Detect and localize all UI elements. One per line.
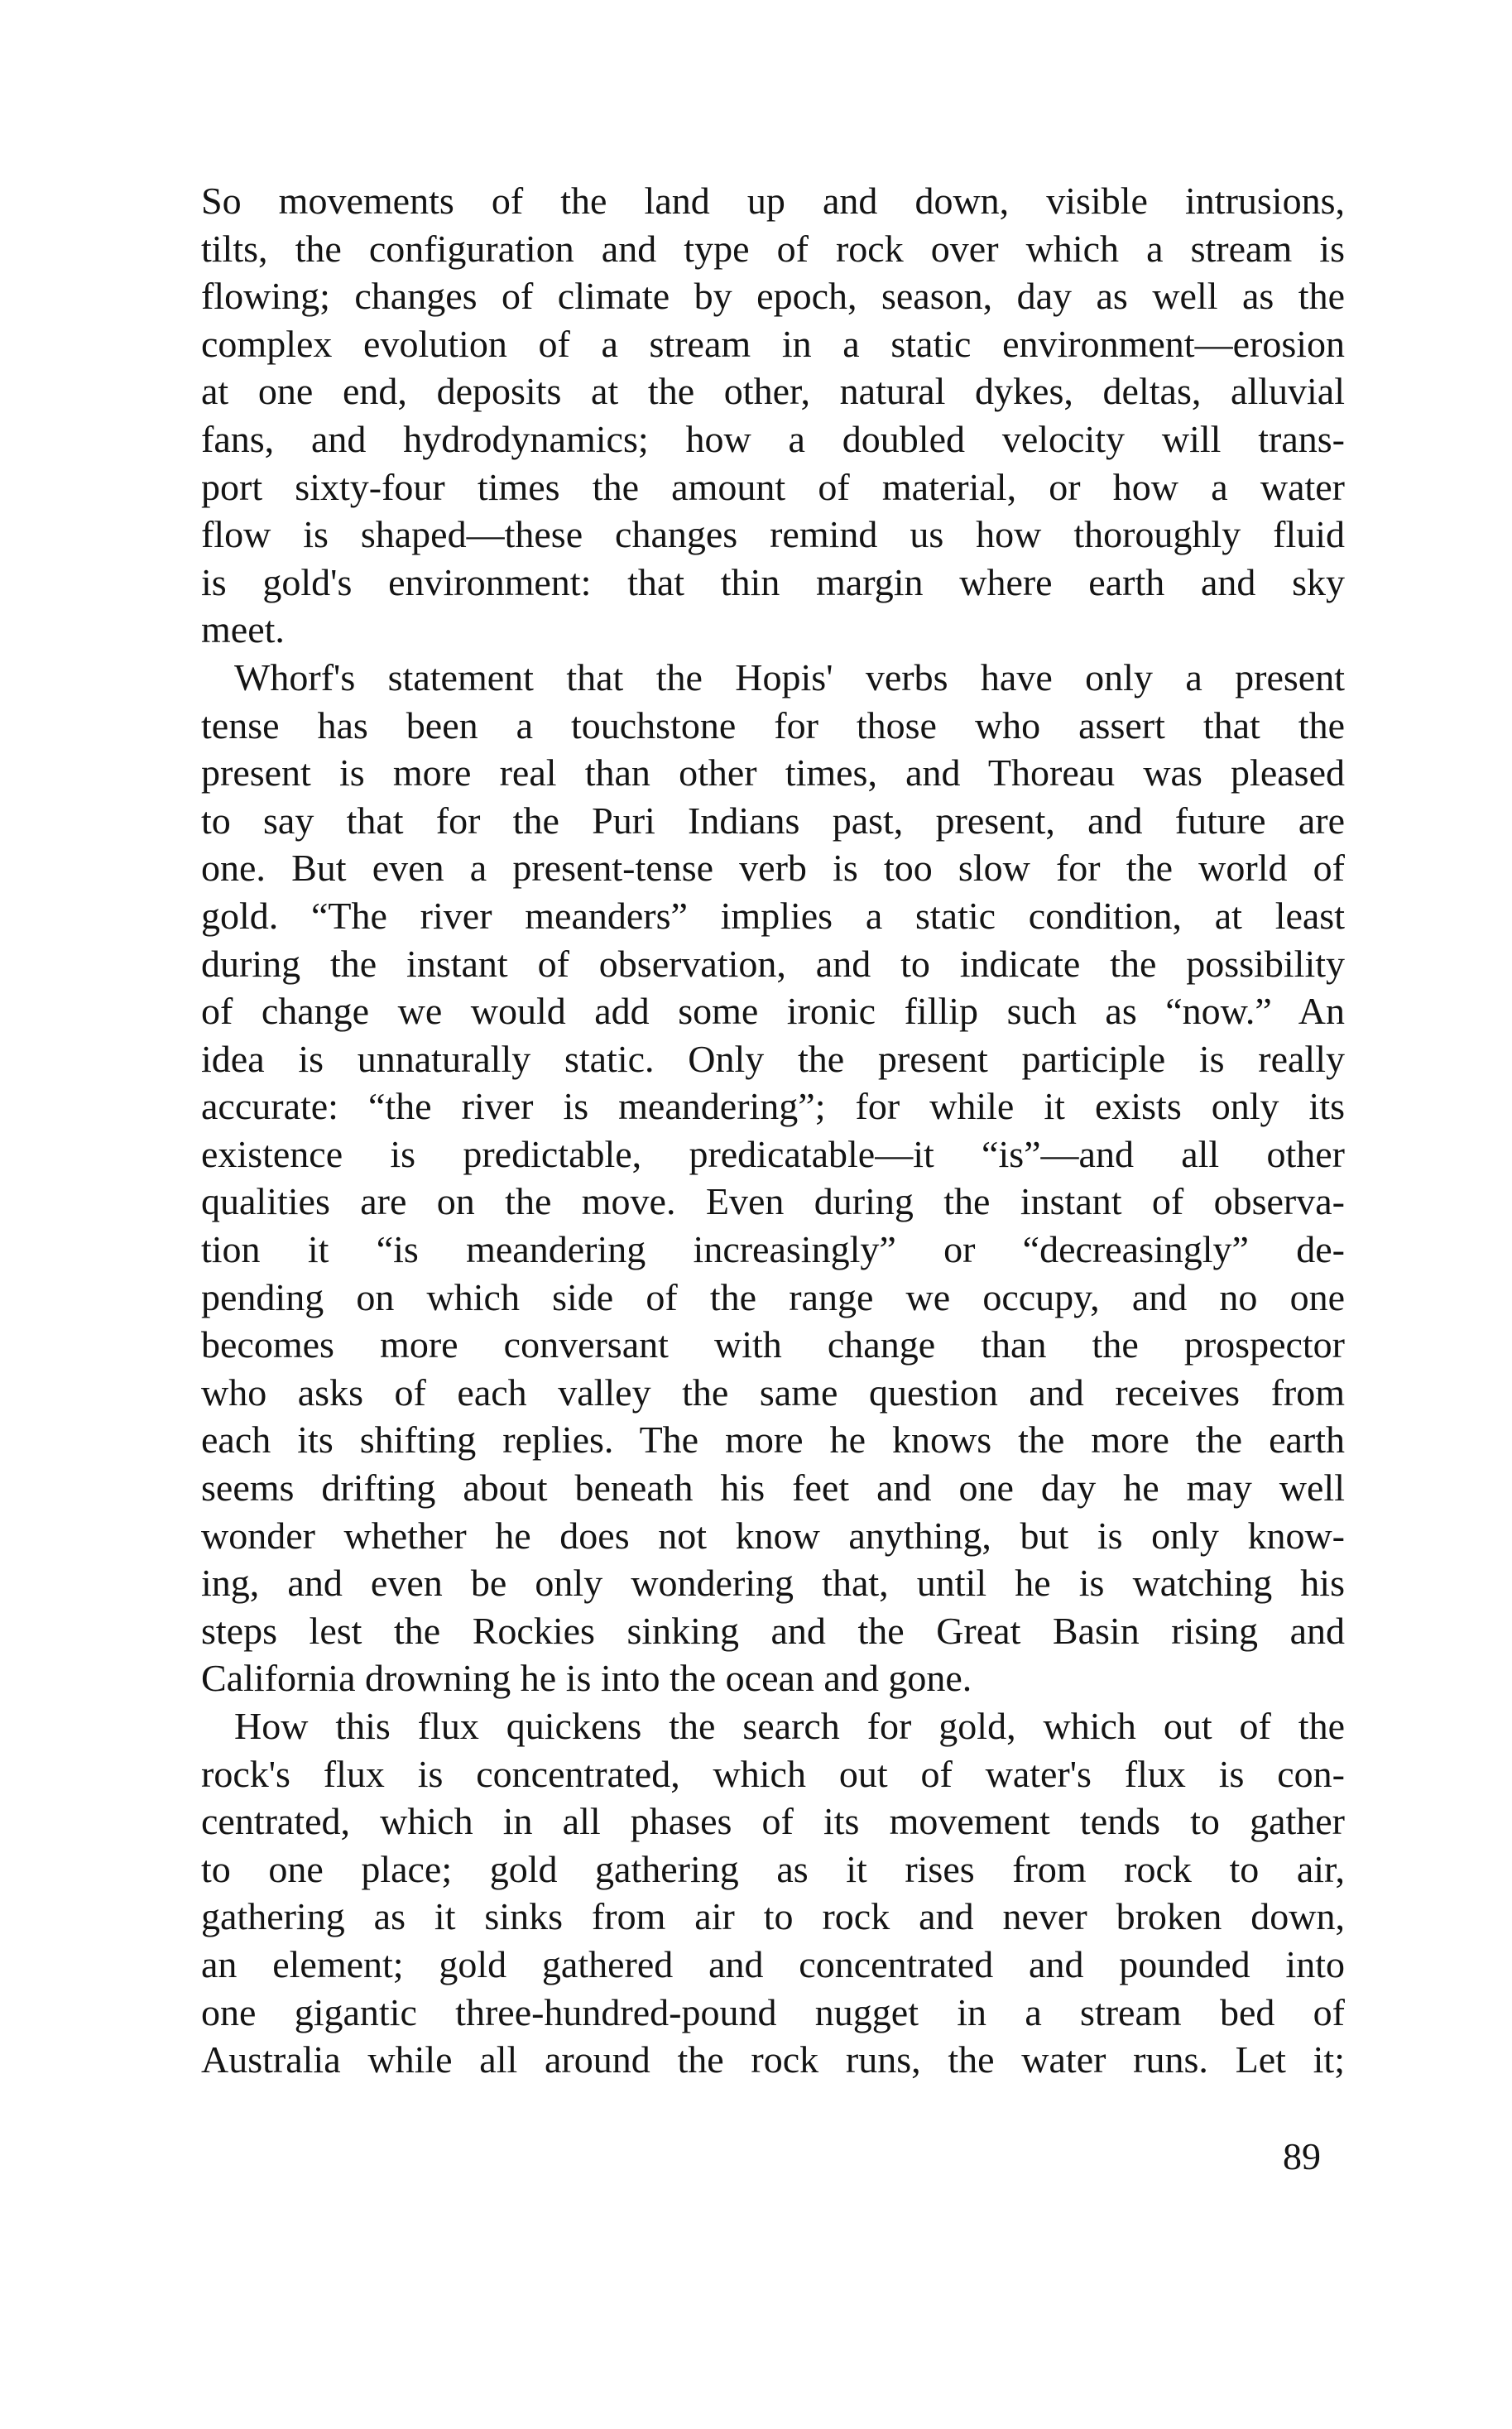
paragraph-first-line: Whorf's statement that the Hopis' verbs have only a present xyxy=(234,655,1345,698)
text-line: during the instant of observation, and to indicate the possibility xyxy=(201,942,1345,985)
text-line: ing, and even be only wondering that, until he is watching his xyxy=(201,1562,1345,1605)
text-line: fans, and hydrodynamics; how a doubled velocity will trans- xyxy=(201,417,1345,460)
text-line: flowing; changes of climate by epoch, season, day as well as the xyxy=(201,275,1345,318)
text-line: idea is unnaturally static. Only the present participle is really xyxy=(201,1037,1345,1080)
text-line: accurate: “the river is meandering”; for while it exists only its xyxy=(201,1085,1345,1128)
text-line: gathering as it sinks from air to rock and never broken down, xyxy=(201,1895,1345,1938)
text-line: an element; gold gathered and concentrated and pounded into xyxy=(201,1942,1345,1985)
text-line: So movements of the land up and down, visible intrusions, xyxy=(201,180,1345,222)
text-line: tense has been a touchstone for those who assert that the xyxy=(201,703,1345,746)
text-line: tion it “is meandering increasingly” or “decreasingly” de- xyxy=(201,1228,1345,1271)
text-line: existence is predictable, predicatable—it “is”—and all other xyxy=(201,1132,1345,1175)
text-line: tilts, the configuration and type of rock over which a stream is xyxy=(201,227,1345,270)
page-number: 89 xyxy=(1283,2135,1321,2177)
text-line: centrated, which in all phases of its movement tends to gather xyxy=(201,1800,1345,1843)
text-line: steps lest the Rockies sinking and the Great Basin rising and xyxy=(201,1609,1345,1652)
text-line: is gold's environment: that thin margin where earth and sky xyxy=(201,560,1345,603)
text-line: flow is shaped—these changes remind us how thoroughly fluid xyxy=(201,513,1345,556)
text-line: of change we would add some ironic fillip such as “now.” An xyxy=(201,990,1345,1033)
text-line: meet. xyxy=(201,608,285,651)
text-line: one gigantic three-hundred-pound nugget in a stream bed of xyxy=(201,1990,1345,2033)
text-line: qualities are on the move. Even during the instant of observa- xyxy=(201,1180,1345,1223)
text-line: Australia while all around the rock runs, the water runs. Let it; xyxy=(201,2038,1345,2081)
text-line: complex evolution of a stream in a static environment—erosion xyxy=(201,322,1345,365)
paragraph-first-line: How this flux quickens the search for gold, which out of the xyxy=(234,1705,1345,1747)
text-line: rock's flux is concentrated, which out of water's flux is con- xyxy=(201,1752,1345,1795)
text-line: one. But even a present-tense verb is too slow for the world of xyxy=(201,847,1345,890)
text-line: at one end, deposits at the other, natural dykes, deltas, alluvial xyxy=(201,370,1345,413)
text-line: pending on which side of the range we occupy, and no one xyxy=(201,1275,1345,1318)
text-line: present is more real than other times, and Thoreau was pleased xyxy=(201,751,1345,794)
text-line: seems drifting about beneath his feet and one day he may well xyxy=(201,1467,1345,1510)
text-line: gold. “The river meanders” implies a static condition, at least xyxy=(201,894,1345,937)
text-line: to one place; gold gathering as it rises from rock to air, xyxy=(201,1847,1345,1890)
text-line: to say that for the Puri Indians past, present, and future are xyxy=(201,799,1345,842)
text-line: port sixty-four times the amount of material, or how a water xyxy=(201,465,1345,508)
text-line: California drowning he is into the ocean and gone. xyxy=(201,1657,972,1700)
text-line: each its shifting replies. The more he knows the more the earth xyxy=(201,1419,1345,1462)
text-line: who asks of each valley the same question and receives from xyxy=(201,1371,1345,1414)
body-text xyxy=(201,177,1345,2084)
text-line: becomes more conversant with change than the prospector xyxy=(201,1323,1345,1366)
text-line: wonder whether he does not know anything, but is only know- xyxy=(201,1514,1345,1557)
